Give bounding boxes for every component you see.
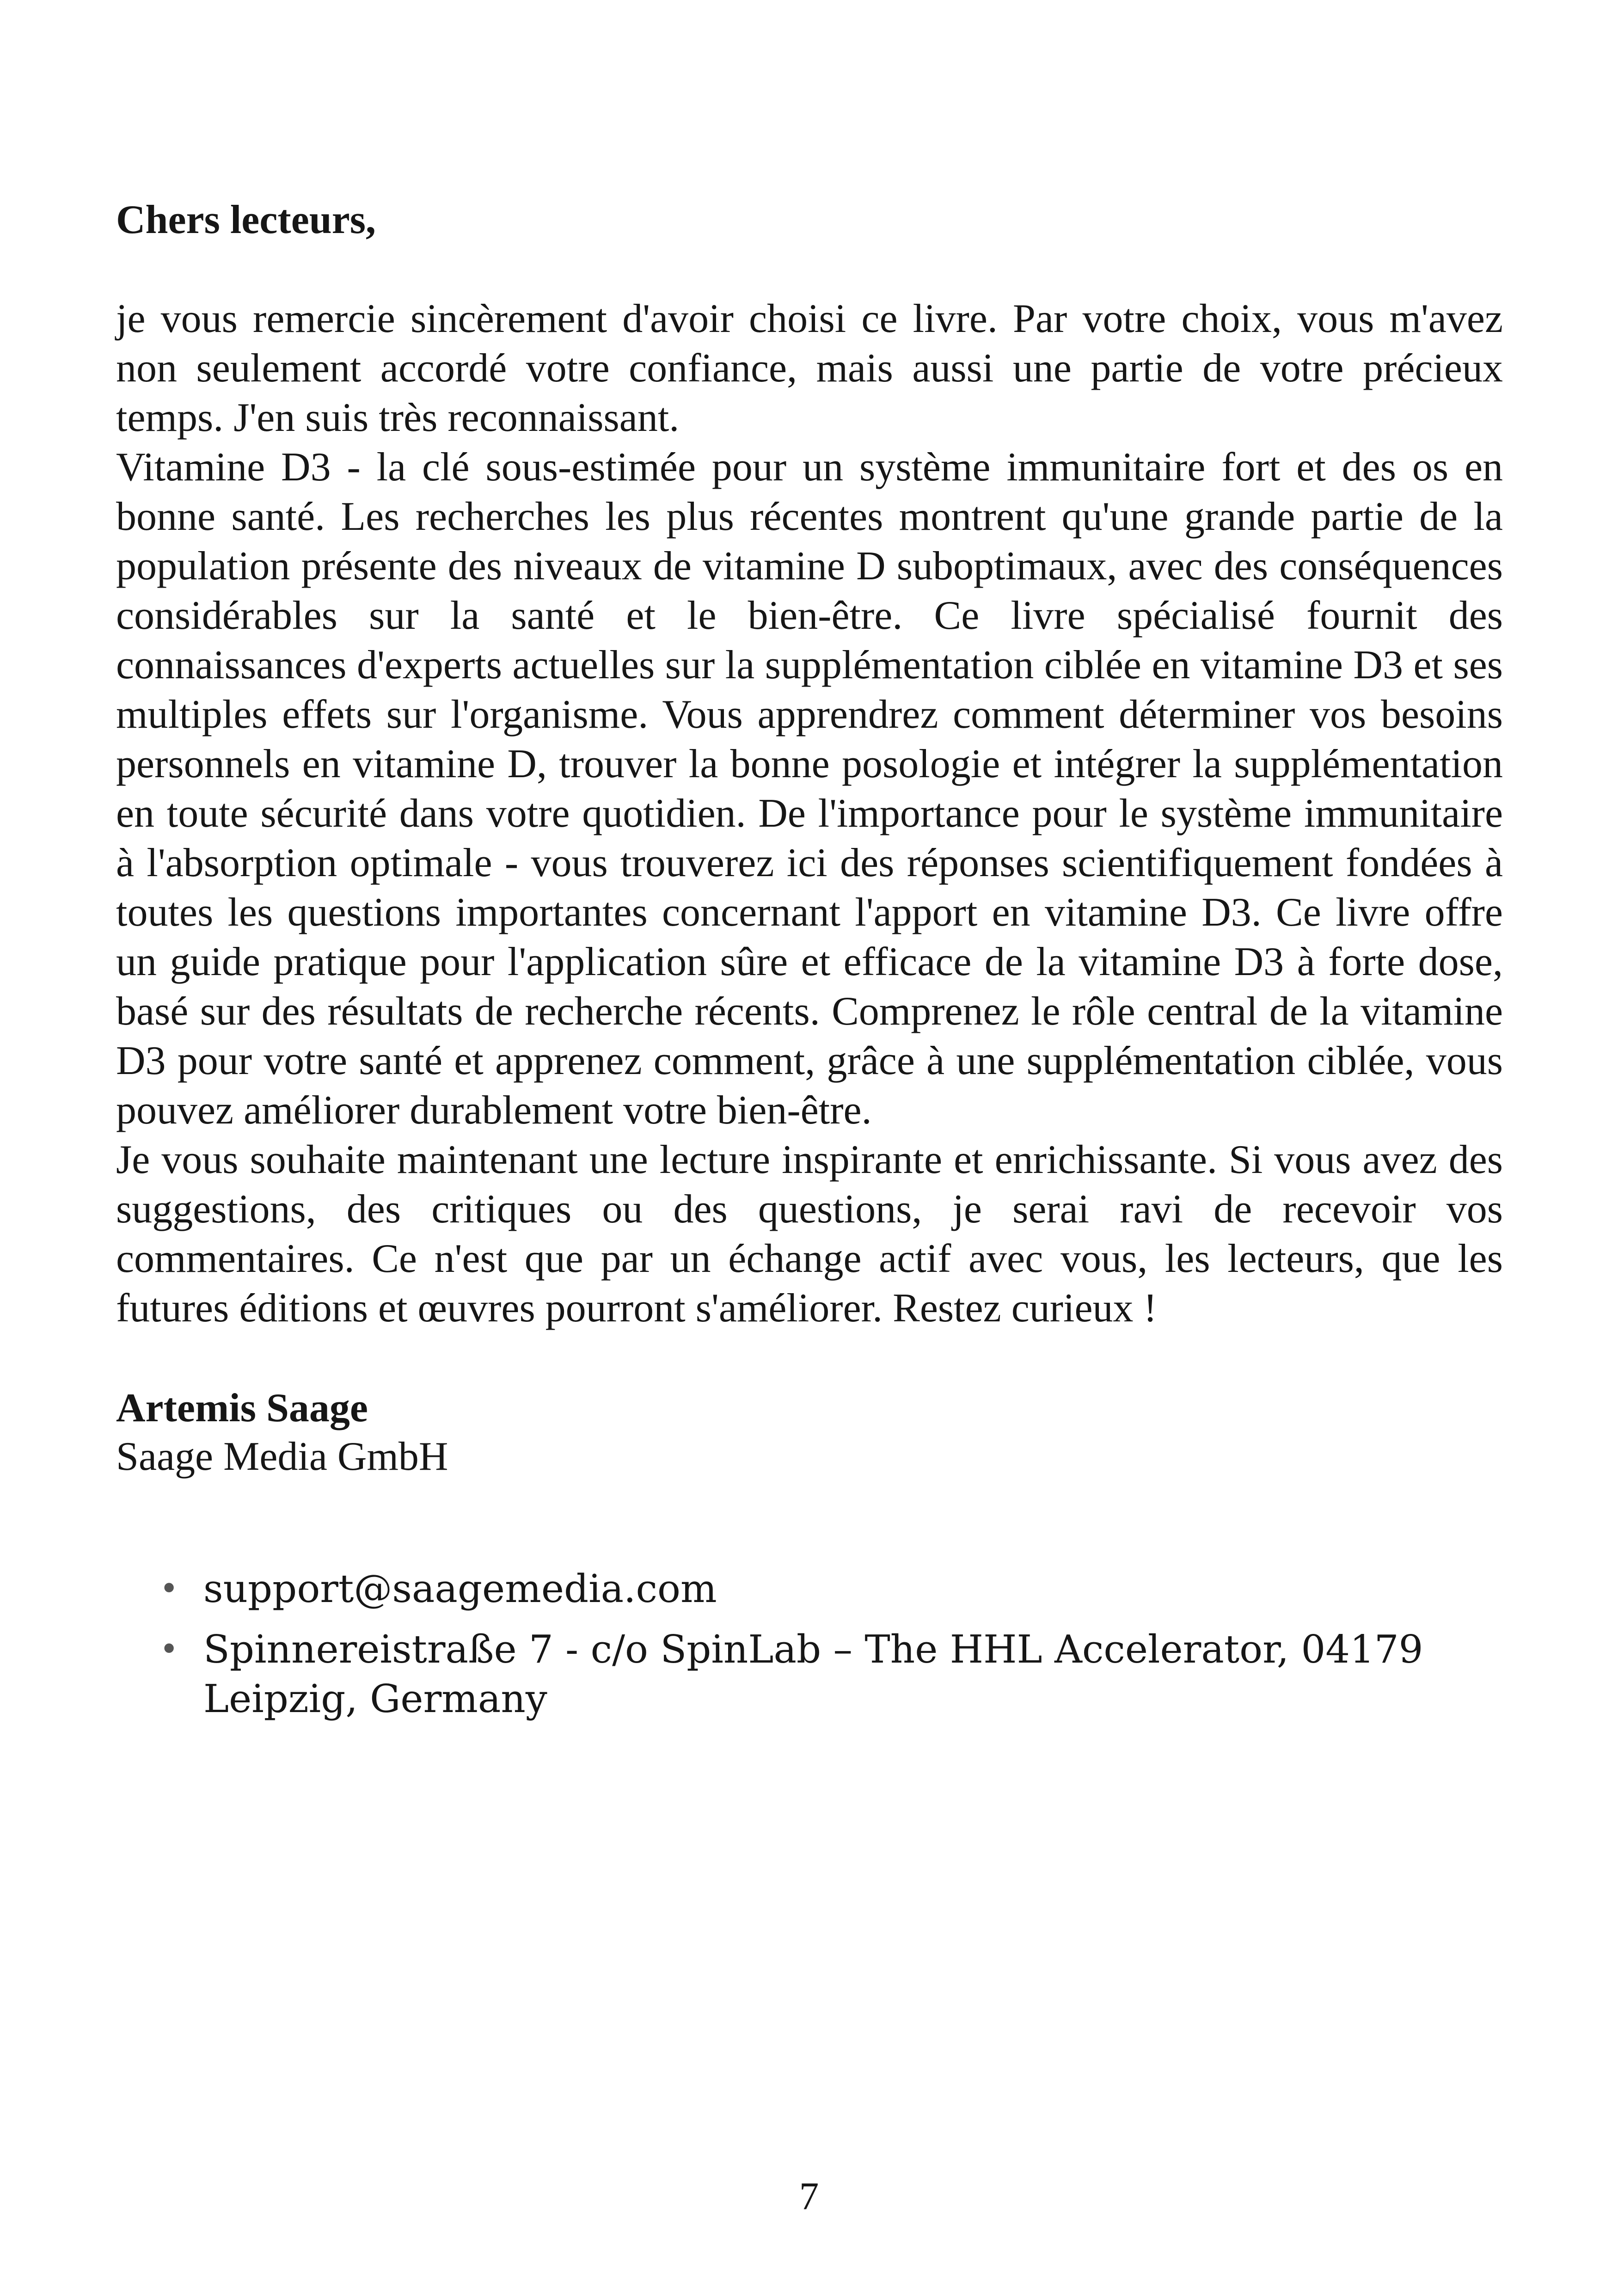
contact-address-item — [116, 1625, 1503, 1724]
contact-email[interactable]: support@saagemedia.com — [203, 1566, 717, 1611]
author-name: Artemis Saage — [116, 1386, 368, 1430]
contact-address: Spinnereistraße 7 - c/o SpinLab – The HHL Accelerator, 04179 Leipzig, Germany — [203, 1627, 1423, 1721]
contact-email-item — [116, 1564, 1503, 1614]
contact-list — [116, 1564, 1503, 1724]
greeting-heading: Chers lecteurs, — [116, 197, 376, 242]
paragraph-book-description: Vitamine D3 - la clé sous-estimée pour un système immunitaire fort et des os en bonne santé. Les recherches les plus récentes montrent qu'une grande partie de la population présente des niveaux de vitamine D suboptimaux, avec des conséquences considérables sur la santé et le bien-être. Ce livre spécialisé fournit des connaissances d'experts actuelles sur la supplémentation ciblée en vitamine D3 et ses multiples effets sur l'organisme. Vous apprendrez comment déterminer vos besoins personnels en vitamine D, trouver la bonne posologie et intégrer la supplémentation en toute sécurité dans votre quotidien. De l'importance pour le système immunitaire à l'absorption optimale - vous trouverez ici des réponses scientifiquement fondées à toutes les questions importantes concernant l'apport en vitamine D3. Ce livre offre un guide pratique pour l'application sûre et efficace de la vitamine D3 à forte dose, basé sur des résultats de recherche récents. Comprenez le rôle central de la vitamine D3 pour votre santé et apprenez comment, grâce à une supplémentation ciblée, vous pouvez améliorer durablement votre bien-être. — [116, 445, 1503, 1133]
bullet-icon: • — [159, 1570, 179, 1608]
paragraph-thanks: je vous remercie sincèrement d'avoir choisi ce livre. Par votre choix, vous m'avez non seulement accordé votre confiance, mais aussi une partie de votre précieux temps. J'en suis très reconnaissant. — [116, 296, 1503, 440]
bullet-icon: • — [159, 1630, 179, 1668]
company-name: Saage Media GmbH — [116, 1434, 448, 1479]
spacer — [116, 1333, 1503, 1384]
page-content — [116, 194, 1503, 1735]
spacer — [116, 246, 1503, 294]
page-number: 7 — [799, 2174, 819, 2218]
paragraph-closing: Je vous souhaite maintenant une lecture inspirante et enrichissante. Si vous avez des suggestions, des critiques ou des questions, je serai ravi de recevoir vos commentaires. Ce n'est que par un échange actif avec vous, les lecteurs, que les futures éditions et œuvres pourront s'améliorer. Restez curieux ! — [116, 1137, 1503, 1331]
